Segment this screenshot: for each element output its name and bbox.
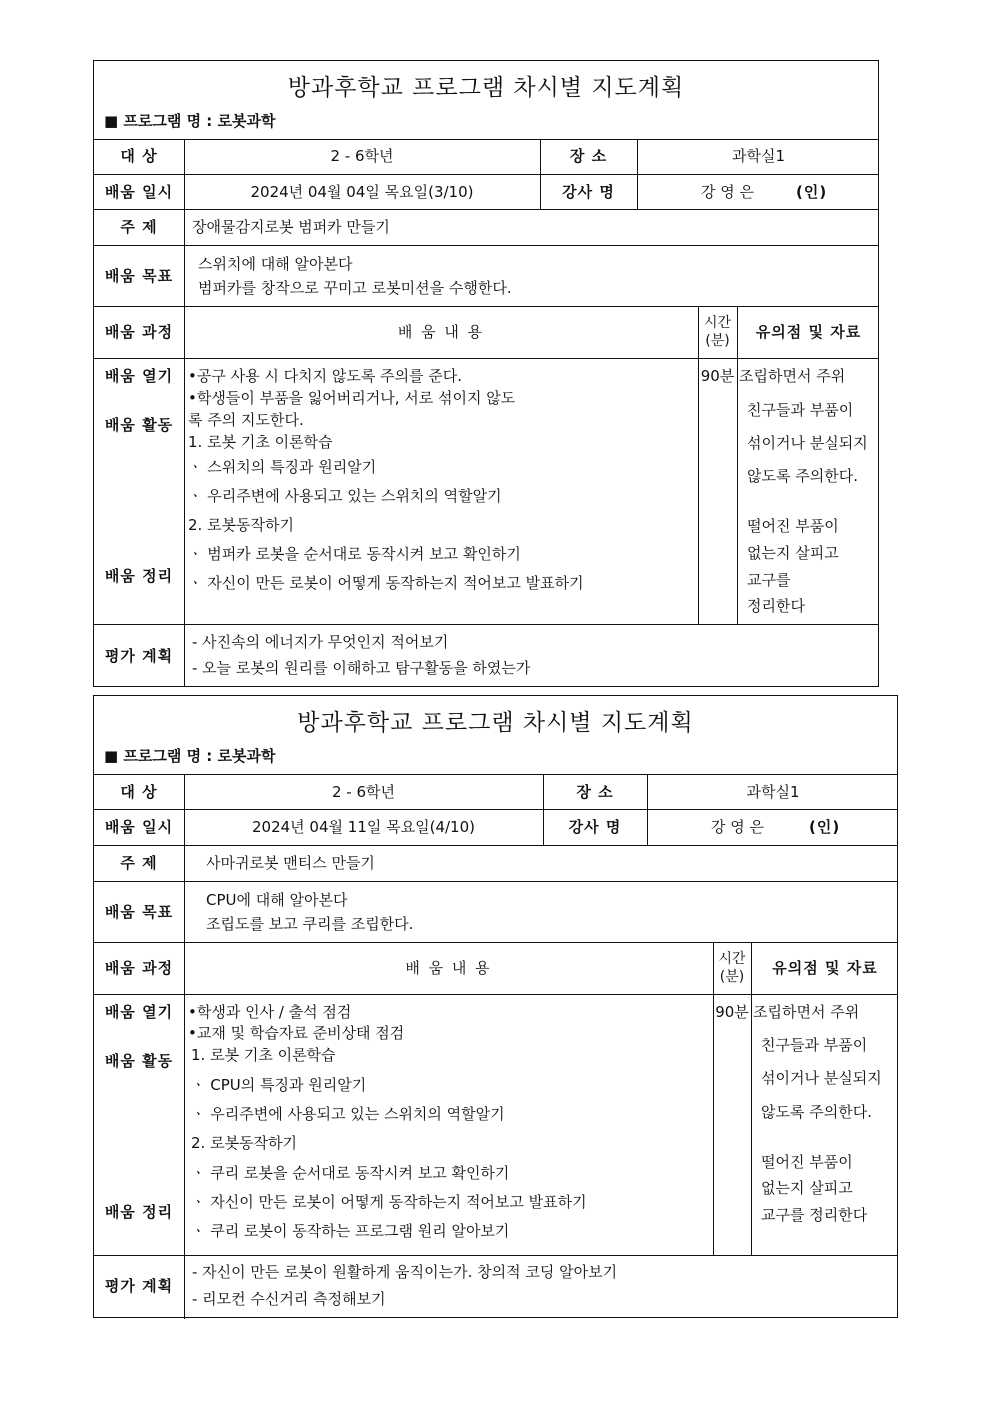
evaluation-label: 평가 계획 bbox=[104, 647, 174, 665]
theme-value: 사마귀로봇 맨티스 만들기 bbox=[206, 854, 375, 872]
date-label: 배움 일시 bbox=[104, 818, 174, 836]
evaluation-label: 평가 계획 bbox=[104, 1277, 174, 1295]
content-line: •학생과 인사 / 출석 점검 bbox=[188, 1003, 352, 1021]
divider bbox=[751, 942, 752, 1255]
content-line: ㆍ 자신이 만든 로봇이 어떻게 동작하는지 적어보고 발표하기 bbox=[191, 1193, 587, 1211]
note-line: 친구들과 부품이 bbox=[761, 1036, 868, 1054]
date-value: 2024년 04월 04일 목요일(3/10) bbox=[250, 183, 474, 201]
note-line: 교구를 정리한다 bbox=[761, 1206, 868, 1224]
activity-label: 배움 활동 bbox=[104, 1052, 174, 1070]
divider bbox=[184, 774, 185, 1319]
note-line: 친구들과 부품이 bbox=[747, 401, 854, 419]
divider bbox=[94, 174, 878, 175]
time-header: 시간 bbox=[718, 951, 746, 967]
note-line: 않도록 주의한다. bbox=[747, 467, 858, 485]
plan-title: 방과후학교 프로그램 차시별 지도계획 bbox=[297, 710, 694, 736]
activity-label: 배움 활동 bbox=[104, 416, 174, 434]
theme-label: 주 제 bbox=[120, 218, 158, 236]
process-label: 배움 과정 bbox=[104, 323, 174, 341]
goal-label: 배움 목표 bbox=[104, 267, 174, 285]
divider bbox=[94, 624, 878, 625]
time-value: 90분 bbox=[715, 1003, 749, 1021]
content-line: •학생들이 부품을 잃어버리거나, 서로 섞이지 않도 bbox=[188, 389, 516, 407]
intro-label: 배움 열기 bbox=[104, 1003, 174, 1021]
divider bbox=[94, 358, 878, 359]
time-header: 시간 bbox=[703, 315, 732, 331]
divider bbox=[94, 139, 878, 140]
content-line: ㆍ 자신이 만든 로봇이 어떻게 동작하는지 적어보고 발표하기 bbox=[188, 574, 584, 592]
target-value: 2 - 6학년 bbox=[331, 783, 396, 801]
evaluation-line: - 오늘 로봇의 원리를 이해하고 탐구활동을 하였는가 bbox=[192, 659, 531, 677]
place-label: 장 소 bbox=[576, 783, 614, 801]
date-label: 배움 일시 bbox=[104, 183, 174, 201]
evaluation-line: - 리모컨 수신거리 측정해보기 bbox=[192, 1290, 386, 1308]
time-value: 90분 bbox=[700, 367, 735, 385]
content-header: 배 움 내 용 bbox=[405, 959, 492, 977]
theme-label: 주 제 bbox=[120, 854, 158, 872]
note-line: 없는지 살피고 bbox=[761, 1179, 853, 1197]
target-value: 2 - 6학년 bbox=[330, 147, 394, 165]
divider bbox=[94, 774, 897, 775]
program-name: ■ 프로그램 명 : 로봇과학 bbox=[104, 112, 276, 130]
place-value: 과학실1 bbox=[746, 783, 800, 801]
content-line: ㆍ 우리주변에 사용되고 있는 스위치의 역할알기 bbox=[191, 1105, 505, 1123]
program-name: ■ 프로그램 명 : 로봇과학 bbox=[104, 747, 276, 765]
content-line: ㆍ 범퍼카 로봇을 순서대로 동작시켜 보고 확인하기 bbox=[188, 545, 521, 563]
place-value: 과학실1 bbox=[731, 147, 785, 165]
evaluation-line: - 사진속의 에너지가 무엇인지 적어보기 bbox=[192, 633, 449, 651]
content-line: •교재 및 학습자료 준비상태 점검 bbox=[188, 1024, 405, 1042]
notes-header: 유의점 및 자료 bbox=[755, 323, 862, 341]
lesson-plan-1 bbox=[93, 60, 879, 687]
note-line: 않도록 주의한다. bbox=[761, 1103, 872, 1121]
target-label: 대 상 bbox=[120, 783, 158, 801]
divider bbox=[94, 306, 878, 307]
place-label: 장 소 bbox=[569, 147, 608, 165]
divider bbox=[184, 139, 185, 686]
divider bbox=[94, 845, 897, 846]
note-line: 떨어진 부품이 bbox=[761, 1153, 853, 1171]
wrapup-label: 배움 정리 bbox=[104, 567, 174, 585]
divider bbox=[713, 942, 714, 1255]
divider bbox=[94, 942, 897, 943]
wrapup-label: 배움 정리 bbox=[104, 1203, 174, 1221]
note-line: 정리한다 bbox=[747, 597, 805, 615]
notes-header: 유의점 및 자료 bbox=[772, 959, 878, 977]
goal-line: 범퍼카를 창작으로 꾸미고 로봇미션을 수행한다. bbox=[198, 279, 512, 297]
theme-value: 장애물감지로봇 범퍼카 만들기 bbox=[192, 218, 390, 236]
goal-label: 배움 목표 bbox=[104, 903, 174, 921]
evaluation-line: - 자신이 만든 로봇이 원활하게 움직이는가. 창의적 코딩 알아보기 bbox=[192, 1263, 618, 1281]
divider bbox=[94, 809, 897, 810]
note-line: 없는지 살피고 bbox=[747, 544, 839, 562]
divider bbox=[698, 306, 699, 624]
note-line: 떨어진 부품이 bbox=[747, 517, 839, 535]
note-line: 섞이거나 분실되지 bbox=[761, 1069, 882, 1087]
content-line: 록 주의 지도한다. bbox=[188, 411, 304, 429]
divider bbox=[94, 1255, 897, 1256]
divider bbox=[94, 209, 878, 210]
content-line: ㆍ 쿠리 로봇이 동작하는 프로그램 원리 알아보기 bbox=[191, 1222, 510, 1240]
date-value: 2024년 04월 11일 목요일(4/10) bbox=[252, 818, 475, 836]
note-line: 교구를 bbox=[747, 571, 791, 589]
intro-label: 배움 열기 bbox=[104, 367, 174, 385]
note-line: 조립하면서 주위 bbox=[739, 367, 846, 385]
divider bbox=[94, 994, 897, 995]
goal-line: CPU에 대해 알아본다 bbox=[206, 891, 348, 909]
seal-mark: (인) bbox=[796, 183, 828, 201]
teacher-value: 강 영 은 bbox=[711, 818, 765, 836]
divider bbox=[94, 245, 878, 246]
teacher-label: 강사 명 bbox=[562, 183, 615, 201]
plan-title: 방과후학교 프로그램 차시별 지도계획 bbox=[287, 75, 685, 101]
content-line: ㆍ 쿠리 로봇을 순서대로 동작시켜 보고 확인하기 bbox=[191, 1164, 510, 1182]
lesson-plan-2 bbox=[93, 695, 898, 1318]
note-line: 조립하면서 주위 bbox=[753, 1003, 860, 1021]
time-header-unit: (분) bbox=[719, 969, 745, 985]
content-line: 2. 로봇동작하기 bbox=[188, 516, 295, 534]
content-line: ㆍ 스위치의 특징과 원리알기 bbox=[188, 458, 377, 476]
content-header: 배 움 내 용 bbox=[397, 323, 485, 341]
content-line: 1. 로봇 기초 이론학습 bbox=[191, 1046, 336, 1064]
goal-line: 조립도를 보고 쿠리를 조립한다. bbox=[206, 915, 414, 933]
teacher-value: 강 영 은 bbox=[701, 183, 755, 201]
goal-line: 스위치에 대해 알아본다 bbox=[198, 255, 353, 273]
note-line: 섞이거나 분실되지 bbox=[747, 434, 868, 452]
seal-mark: (인) bbox=[809, 818, 841, 836]
process-label: 배움 과정 bbox=[104, 959, 174, 977]
content-line: ㆍ 우리주변에 사용되고 있는 스위치의 역할알기 bbox=[188, 487, 502, 505]
target-label: 대 상 bbox=[120, 147, 158, 165]
time-header-unit: (분) bbox=[705, 333, 730, 349]
divider bbox=[737, 306, 738, 624]
content-line: 2. 로봇동작하기 bbox=[191, 1134, 298, 1152]
content-line: ㆍ CPU의 특징과 원리알기 bbox=[191, 1076, 367, 1094]
divider bbox=[94, 881, 897, 882]
content-line: 1. 로봇 기초 이론학습 bbox=[188, 433, 333, 451]
content-line: •공구 사용 시 다치지 않도록 주의를 준다. bbox=[188, 367, 463, 385]
teacher-label: 강사 명 bbox=[568, 818, 622, 836]
